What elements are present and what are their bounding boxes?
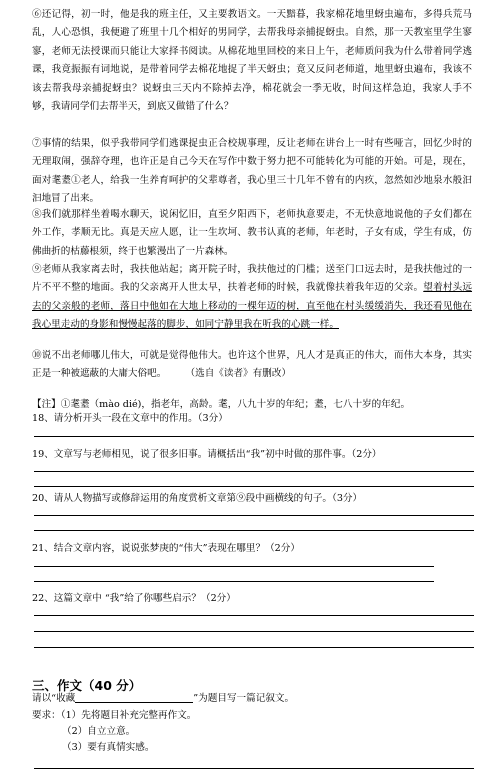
paragraph-7: ⑦事情的结果，似乎我带同学们逃课捉虫正合校规事理，反让老师在讲台上一时有些哑言，回忆少时的无理取闹，强辞夺理，也许正是自己今天在写作中数于努力把不可能转化为可能的开始。可是，现在，面对耄耋①老人，给我一生养育呵护的父辈尊者，我心里三十几年不曾有的内疚，忽然如沙地泉水般汩汩地冒了出来。 (32, 138, 472, 205)
answer-line-22b[interactable] (34, 631, 474, 632)
paragraph-10 (32, 347, 472, 384)
section-3-heading: 三、作文（40 分） (32, 678, 142, 693)
answer-line-22c[interactable] (34, 647, 474, 648)
composition-prompt-end: ”为题目写一篇记叙文。 (193, 693, 295, 704)
paragraph-10-text: ⑩说不出老师哪儿伟大，可就是觉得他伟大。也许这个世界，凡人才是真正的伟大，而伟大本身，其实正是一种被遮蔽的大庸大俗吧。 (32, 350, 472, 380)
source-citation: （选自《读者》有删改） (190, 368, 292, 380)
answer-line-18[interactable] (34, 436, 474, 437)
question-20: 20、请从人物描写或修辞运用的角度赏析文章第⑨段中画横线的句子。（3分） (32, 493, 363, 504)
answer-line-21b[interactable] (34, 581, 434, 582)
paragraph-6: ⑥还记得，初一时，他是我的班主任，又主要教语文。一天黯暮，我家棉花地里蚜虫遍布，多得兵荒马乱，人心恐惧，我便避了班里十几个相好的男同学，去帮我母亲捕捉蚜虫。自然，那一天教室里学生寥寥，老师无法授课而只能让大家择书阅读。从棉花地里回校的来日上午，老师质问我为什么带着同学逃课，我竟振振有词地说，是带着同学去棉花地捉了半天蚜虫；竟又反问老师道，地里蚜虫遍布，我该不该去帮我母亲捕捉蚜虫？说蚜虫三天内不除掉去净，棉花就会一季无收，时间这样急迫，我家人手不够，我请同学们去帮半天，到底又做错了什么？ (32, 9, 472, 113)
paragraph-9 (32, 261, 472, 335)
title-blank-field[interactable] (75, 692, 193, 703)
composition-prompt-start: 请以“收藏 (32, 693, 76, 704)
question-18: 18、请分析开头一段在文章中的作用。（3分） (32, 413, 228, 424)
answer-line-20a[interactable] (34, 515, 474, 516)
requirement-1: 要求：（1）先将题目补充完整再作文。 (32, 710, 197, 721)
question-19: 19、文章写与老师相见，说了很多旧事。请概括出“我”初中时做的那件事。（2分） (32, 449, 382, 460)
question-21: 21、结合文章内容，说说张梦庚的“伟大”表现在哪里？（2分） (32, 543, 300, 554)
requirement-2: （2）自立立意。 (62, 726, 136, 737)
answer-line-21a[interactable] (34, 566, 434, 567)
composition-line[interactable] (34, 768, 474, 769)
requirement-3: （3）要有真情实感。 (62, 742, 155, 753)
footnote: 【注】①耄耋（mào dié)，指老年，高龄。耄，八九十岁的年纪；耋，七八十岁的年纪。 (32, 399, 411, 410)
answer-line-20b[interactable] (34, 530, 474, 531)
answer-line-22a[interactable] (34, 615, 474, 616)
question-22: 22、这篇文章中 “我”给了你哪些启示？（2分） (32, 593, 236, 604)
paragraph-9-text: ⑨老师从我家离去时，我扶他站起；离开院子时，我扶他过的门槛；送至门口远去时，是我扶他过的一片不平不整的地面。我的父亲离开人世太早，扶着老师的时候，我就像扶着我年迈的父亲。 (32, 264, 472, 294)
paragraph-9-underlined-sentence: 望着村头远去的父亲般的老师，落日中他如在大地上移动的一棵年迈的树，直至他在村头缓缓消失，我还看见他在我心里走动的身影和慢慢起落的脚步，如同宁静里我在听我的心跳一样。 (32, 282, 473, 331)
composition-prompt (32, 692, 472, 706)
answer-line-19b[interactable] (34, 486, 474, 487)
paragraph-8: ⑧我们就那样坐着喝水聊天，说闲忆旧，直至夕阳西下，老师执意要走，不无快意地说他的子女们都在外工作，孝顺无比。真是天应人愿，让一生坎坷、教书认真的老师，年老时，子女有成，学生有成，仿佛曲折的枯藤根须，终于也繁漫出了一片森林。 (32, 209, 472, 257)
answer-line-19a[interactable] (34, 471, 474, 472)
